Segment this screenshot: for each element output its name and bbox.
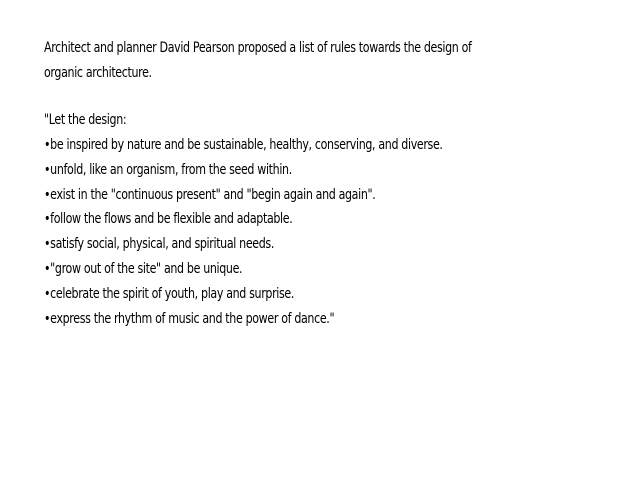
quote-opening: "Let the design:	[44, 112, 127, 128]
intro-paragraph	[44, 36, 621, 86]
intro-line-2: organic architecture.	[44, 65, 152, 81]
rule-item: •"grow out of the site" and be unique.	[44, 260, 243, 277]
rule-item: •exist in the "continuous present" and "begin again and again".	[44, 186, 376, 203]
rule-item: •satisfy social, physical, and spiritual needs.	[44, 236, 275, 253]
slide-text-body	[44, 36, 496, 331]
rule-item: •unfold, like an organism, from the seed within.	[44, 161, 292, 178]
rule-item: •celebrate the spirit of youth, play and surprise.	[44, 285, 295, 302]
rule-item: •express the rhythm of music and the power of dance."	[44, 310, 335, 327]
intro-line-1: Architect and planner David Pearson proposed a list of rules towards the design of	[44, 40, 472, 56]
rule-item: •follow the flows and be flexible and adaptable.	[44, 211, 293, 228]
rules-list	[44, 133, 621, 331]
rule-item: •be inspired by nature and be sustainable, healthy, conserving, and diverse.	[44, 137, 443, 153]
